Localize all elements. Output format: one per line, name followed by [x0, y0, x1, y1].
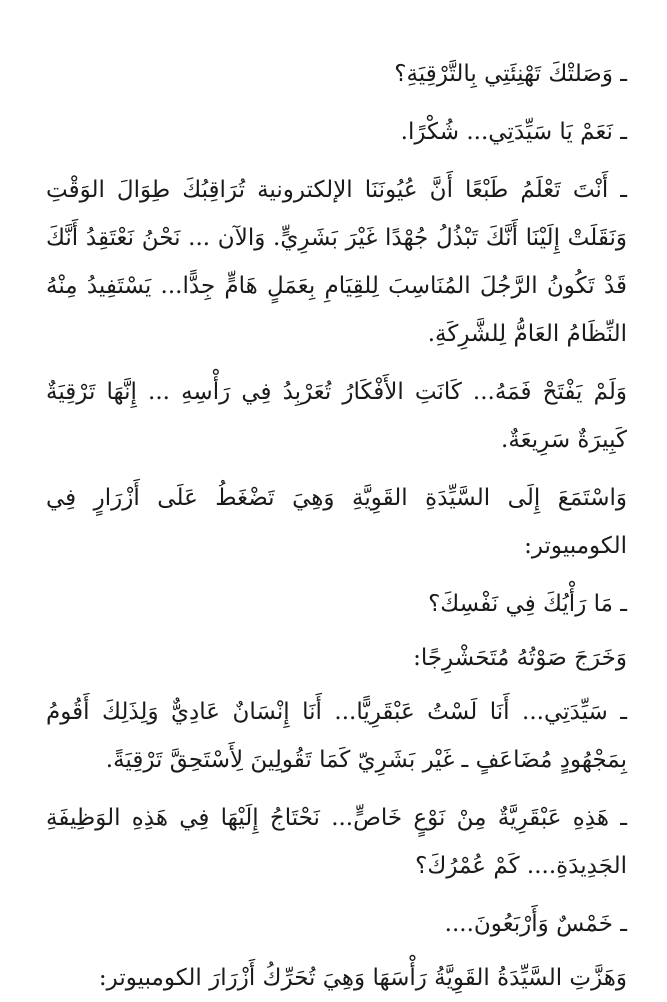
dialogue-line: ـ نَعَمْ يَا سَيِّدَتِي... شُكْرًا. [400, 119, 627, 145]
dialogue-line: ـ سَيِّدَتِي... أَنَا لَسْتُ عَبْقَرِيًّا... أَنَا إِنْسَانٌ عَادِيٌّ وَلِذَلِكَ أَقُومُ بِمَجْهُودٍ مُضَاعَفٍ ـ غَيْر بَشَرِيّ كَمَا تَقُولِينَ لِأَسْتَحِقَّ تَرْقِيَةً. [46, 699, 627, 773]
dialogue-line: ـ خَمْسٌ وَأَرْبَعُونَ.... [444, 911, 627, 937]
narration-paragraph: وَخَرَجَ صَوْتُهُ مُتَحَشْرِجًا: [413, 645, 627, 671]
narration-paragraph: وَلَمْ يَفْتَحْ فَمَهُ... كَانَتِ الأَفْكَارُ تُعَرْبِدُ فِي رَأْسِهِ ... إِنَّهَا تَرْقِيَةٌ كَبِيرَةٌ سَرِيعَةٌ. [46, 379, 627, 453]
narration-paragraph: وَاسْتَمَعَ إِلَى السَّيِّدَةِ القَوِيَّةِ وَهِيَ تَضْغَطُ عَلَى أَزْرَارٍ فِي الكومبيوتر: [46, 485, 627, 559]
dialogue-line: ـ وَصَلتْكَ تَهْنِئَتِي بِالتَّرْقِيَةِ؟ [394, 61, 627, 87]
dialogue-line: ـ هَذِهِ عَبْقَرِيَّةٌ مِنْ نَوْعٍ خَاصٍّ... نَحْتَاجُ إِلَيْهَا فِي هَذِهِ الوَظِيفَةِ الجَدِيدَةِ.... كَمْ عُمْرُكَ؟ [46, 805, 627, 879]
dialogue-line: ـ أَنْتَ تَعْلَمُ طَبْعًا أَنَّ عُيُونَنَا الإلكترونية تُرَاقِبُكَ طِوَالَ الوَقْتِ وَنَقَلَتْ إِلَيْنَا أَنَّكَ تَبْذُلُ جُهْدًا غَيْرَ بَشَرِيٍّ. وَالآن ... نَحْنُ نَعْتَقِدُ أَنَّكَ قَدْ تَكُونُ الرَّجُلَ المُنَاسِبَ لِلقِيَامِ بِعَمَلٍ هَامٍّ جِدًّا... يَسْتَفِيدُ مِنْهُ النِّظَامُ العَامُّ لِلشَّرِكَةِ. [46, 177, 627, 347]
dialogue-line: ـ مَا رَأْيُكَ فِي نَفْسِكَ؟ [428, 591, 627, 617]
narration-paragraph: وَهَزَّتِ السَّيِّدَةُ القَوِيَّةُ رَأْسَهَا وَهِيَ تُحَرِّكُ أَزْرَارَ الكومبيوتر: [98, 965, 627, 991]
